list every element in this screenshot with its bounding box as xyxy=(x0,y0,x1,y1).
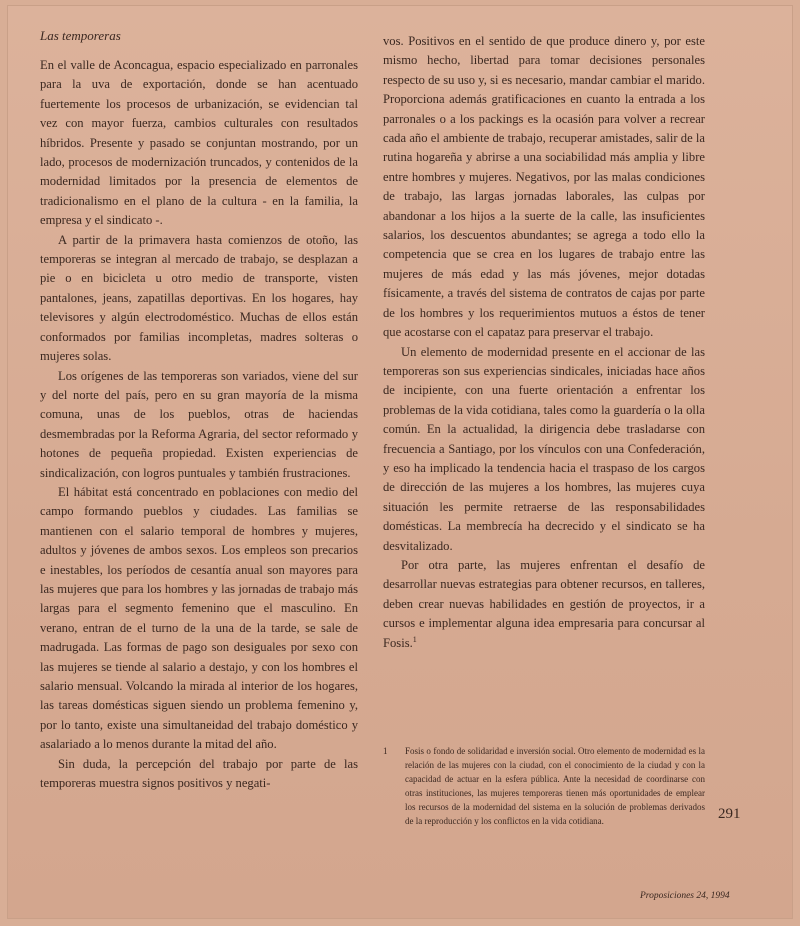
footnote-number: 1 xyxy=(383,746,388,756)
section-title: Las temporeras xyxy=(40,28,121,43)
footnote xyxy=(383,744,705,828)
paragraph: Un elemento de modernidad presente en el accionar de las temporeras son sus experiencias sindicales, iniciadas hace años de incipiente, con una fuerte orientación a enfrentar los problemas de la vida cotidiana, tales como la guardería o la olla común. En la actualidad, la dirigencia debe trasladarse con frecuencia a Santiago, por los vínculos con una Confederación, y eso ha implicado la tendencia hacia el traspaso de los cargos de dirección de las mujeres a los hombres, las mujeres cuya situación les permite retraerse de las responsabilidades domésticas. La membrecía ha decrecido y el sindicato se ha desvitalizado. xyxy=(383,344,705,553)
paragraph: vos. Positivos en el sentido de que produce dinero y, por este mismo hecho, libertad para tomar decisiones personales respecto de su uso y, si es necesario, mandar cambiar el marido. Proporciona además gratificaciones en cuanto la entrada a los parronales o a los packings es la ocasión para volver a recrear cada año el ambiente de trabajo, recuperar amistades, salir de la rutina hogareña y abrirse a una sociabilidad más amplia y libre entre hombres y mujeres. Negativos, por las malas condiciones de trabajo, las largas jornadas laborales, las culpas por abandonar a los hijos a la suerte de la calle, las insuficientes salarios, los descuentos abundantes; se agrega a todo ello la competencia que se crea en los lugares de trabajo entre las mujeres de más edad y las más jóvenes, mejor dotadas físicamente, a través del sistema de contratos de cajas por parte de los hombres y los requerimientos mutuos a éstos de tener que acostarse con el capataz para preservar el trabajo. xyxy=(383,34,705,340)
paragraph: Los orígenes de las temporeras son variados, viene del sur y del norte del país, pero en su gran mayoría de la misma comuna, unas de los pueblos, otras de haciendas desmembradas por la Reforma Agraria, del sector reformado y hotones de pequeña propiedad. Existen experiencias de sindicalización, con logros puntuales y también frustraciones. xyxy=(40,368,358,480)
running-footer: Proposiciones 24, 1994 xyxy=(640,891,730,901)
paragraph: A partir de la primavera hasta comienzos de otoño, las temporeras se integran al mercado de trabajo, se desplazan a pie o en bicicleta u otro medio de transporte, visten pantalones, jeans, zapatillas deportivas. En los hogares, hay televisores y algún electrodoméstico. Muchas de ellos están conformados por familias incompletas, madres solteras o mujeres solas. xyxy=(40,232,358,364)
page-number: 291 xyxy=(718,806,741,822)
paragraph: Sin duda, la percepción del trabajo por parte de las temporeras muestra signos positivos y negati- xyxy=(40,756,358,791)
right-column xyxy=(383,32,705,653)
paragraph xyxy=(383,556,705,653)
paragraph-text: Por otra parte, las mujeres enfrentan el desafío de desarrollar nuevas estrategias para obtener recursos, en talleres, deben crear nuevas habilidades en gestión de proyectos, ir a cursos e implementar alguna idea empresaria para concursar al Fosis. xyxy=(383,557,705,650)
left-column xyxy=(40,56,358,793)
paragraph: En el valle de Aconcagua, espacio especializado en parronales para la uva de exportación, donde se han acentuado fuertemente los procesos de urbanización, se evidencian tal vez con mayor fuerza, cambios culturales con resultados híbridos. Presente y pasado se conjuntan mostrando, por un lado, procesos de modernización truncados, y contenidos de la modernidad limitados por la presencia de elementos de tradicionalismo en el plano de la cultura - en la familia, la empresa y el sindicato -. xyxy=(40,58,358,228)
footnote-marker: 1 xyxy=(412,634,417,644)
footnote-text: Fosis o fondo de solidaridad e inversión social. Otro elemento de modernidad es la relación de las mujeres con la ciudad, con el conocimiento de la ciudad y con la capacidad de actuar en la esfera pública. Ante la necesidad de coordinarse con otras instituciones, las mujeres temporeras tienen más oportunidades de emplear los recursos de la modernidad del sistema en la solución de problemas derivados de la reproducción y los conflictos en la vida cotidiana. xyxy=(405,746,705,826)
paragraph: El hábitat está concentrado en poblaciones con medio del campo formando pueblos y ciudades. Las familias se mantienen con el salario temporal de hombres y mujeres, adultos y jóvenes de ambos sexos. Los empleos son precarios e inestables, los períodos de cesantía anual son mayores para las mujeres que para los hombres y las jornadas de trabajo más largas para el segmento femenino que el masculino. En verano, entran de el turno de la una de la tarde, se sale de madrugada. Las formas de pago son desiguales por sexo con las mujeres se tiende al salario a destajo, y con los hombres el salario mensual. Volcando la mirada al interior de los hogares, las tareas domésticas siguen siendo un problema femenino y, por lo tanto, existe una simultaneidad del trabajo doméstico y asalariado a lo menos durante la mitad del año. xyxy=(40,484,358,752)
